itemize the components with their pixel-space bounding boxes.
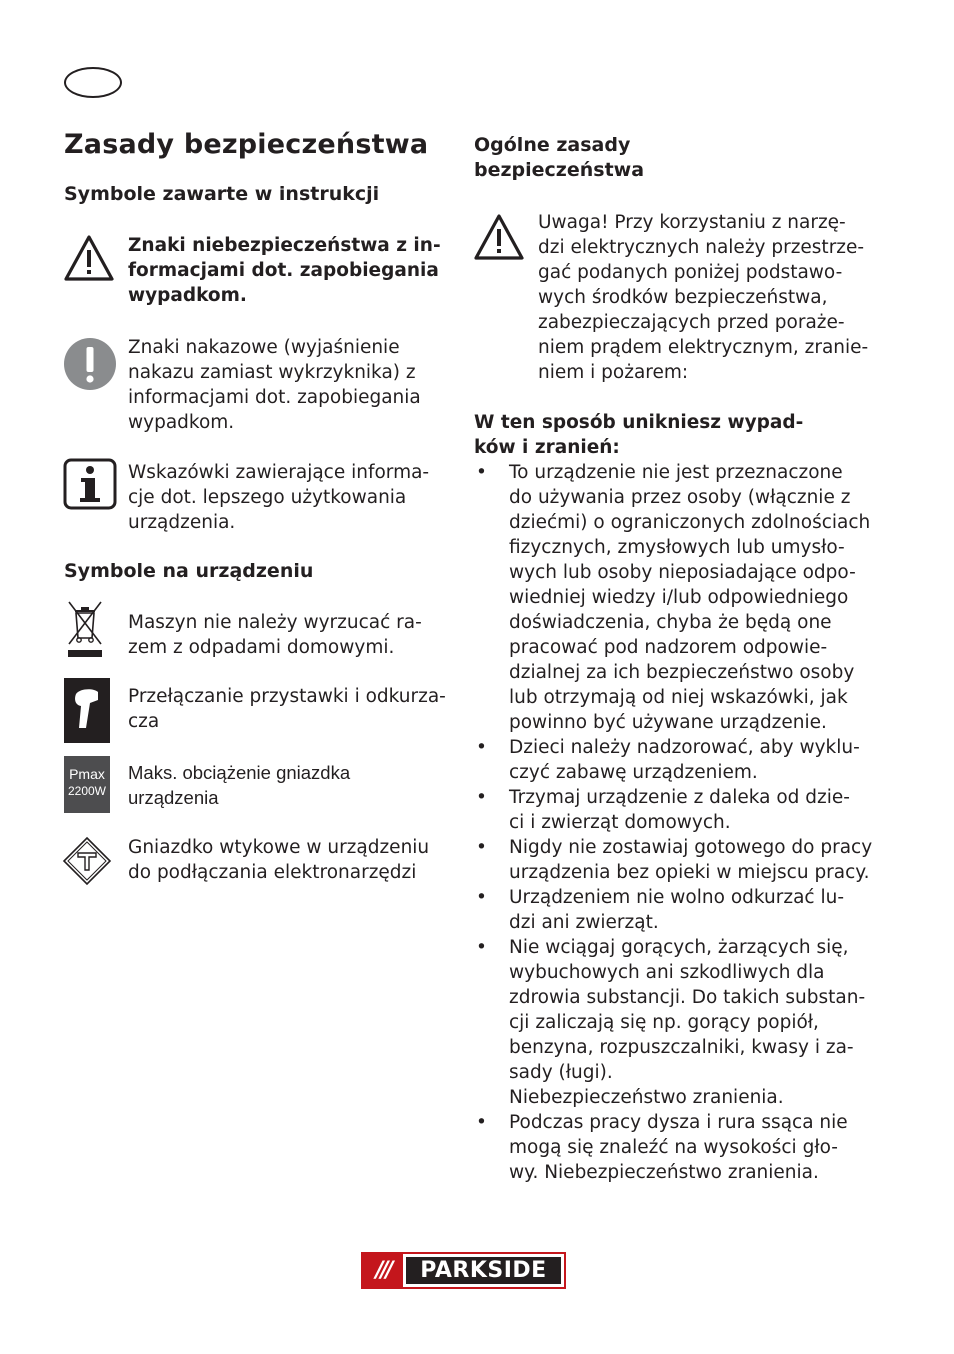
parkside-logo — [361, 1252, 566, 1289]
page-title: Zasady bezpieczeństwa — [64, 129, 429, 160]
mandatory-exclamation-icon — [63, 337, 117, 391]
weee-text: Maszyn nie należy wyrzucać ra- zem z odpadami domowymi. — [128, 612, 422, 658]
pmax-label-top: Pmax — [69, 766, 105, 782]
pmax-label-bottom: 2200W — [67, 784, 107, 798]
warning-triangle-icon-2 — [473, 213, 525, 261]
warning-symbol-text: Znaki niebezpieczeństwa z in- formacjami dot. zapobiegania wypadkom. — [128, 235, 441, 306]
language-badge — [64, 67, 122, 98]
warning-triangle-icon — [63, 234, 115, 282]
list-item: • To urządzenie nie jest przeznaczone do używania przez osoby (włącznie z dziećmi) o ograniczonych zdolnościach fizycznych, zmysłowych lub umysło- wych lub osoby nieposiadające odpo- wiedniej wiedzy i/lub odpowiedniego doświadczenia, chyba że będą one pracować pod nadzorem odpowie- dzialnej za ich bezpieczeństwo osoby lub otrzymają od niej wskazówki, jak powinno być używane urządzenie. — [474, 460, 874, 735]
symbols-manual-heading: Symbole zawarte w instrukcji — [64, 183, 380, 205]
socket-text: Gniazdko wtykowe w urządzeniu do podłączania elektronarzędzi — [128, 837, 430, 883]
tool-switch-icon — [64, 678, 110, 743]
tool-switch-text: Przełączanie przystawki i odkurza- cza — [128, 686, 446, 732]
list-item: • Trzymaj urządzenie z daleka od dzie- ci i zwierząt domowych. — [474, 785, 874, 835]
socket-icon — [62, 836, 112, 886]
mandatory-symbol-text: Znaki nakazowe (wyjaśnienie nakazu zamiast wykrzyknika) z informacjami dot. zapobiegania wypadkom. — [128, 337, 421, 433]
pmax-label-icon — [64, 756, 110, 813]
info-symbol-text: Wskazówki zawierające informa- cje dot. lepszego użytkowania urządzenia. — [128, 462, 430, 533]
logo-text: PARKSIDE — [406, 1257, 561, 1284]
info-icon — [63, 458, 117, 510]
general-safety-heading: Ogólne zasady bezpieczeństwa — [474, 134, 645, 181]
list-item: • Dzieci należy nadzorować, aby wyklu- czyć zabawę urządzeniem. — [474, 735, 874, 785]
safety-bullet-list — [474, 460, 874, 1185]
weee-bin-icon — [64, 600, 106, 658]
logo-stripes: /// — [363, 1254, 403, 1287]
general-warning-text: Uwaga! Przy korzystaniu z narzę- dzi elektrycznych należy przestrze- gać podanych poniżej podstawo- wych środków bezpieczeństwa, zabezpieczających przed poraże- niem prądem elektrycznym, zranie- niem i pożarem: — [538, 212, 869, 383]
avoid-accidents-subheading: W ten sposób unikniesz wypad- ków i zranień: — [474, 412, 804, 458]
pmax-text: Maks. obciążenie gniazdka urządzenia — [128, 762, 351, 808]
list-item: • Podczas pracy dysza i rura ssąca nie mogą się znaleźć na wysokości gło- wy. Niebezpieczeństwo zranienia. — [474, 1110, 874, 1185]
list-item: • Nigdy nie zostawiaj gotowego do pracy urządzenia bez opieki w miejscu pracy. — [474, 835, 874, 885]
list-item: • Nie wciągaj gorących, żarzących się, wybuchowych ani szkodliwych dla zdrowia substancji. Do takich substan- cji zaliczają się np. gorący popiół, benzyna, rozpuszczalniki, kwasy i za- sady (ługi). Niebezpieczeństwo zranienia. — [474, 935, 874, 1110]
list-item: • Urządzeniem nie wolno odkurzać lu- dzi ani zwierząt. — [474, 885, 874, 935]
symbols-device-heading: Symbole na urządzeniu — [64, 560, 314, 582]
